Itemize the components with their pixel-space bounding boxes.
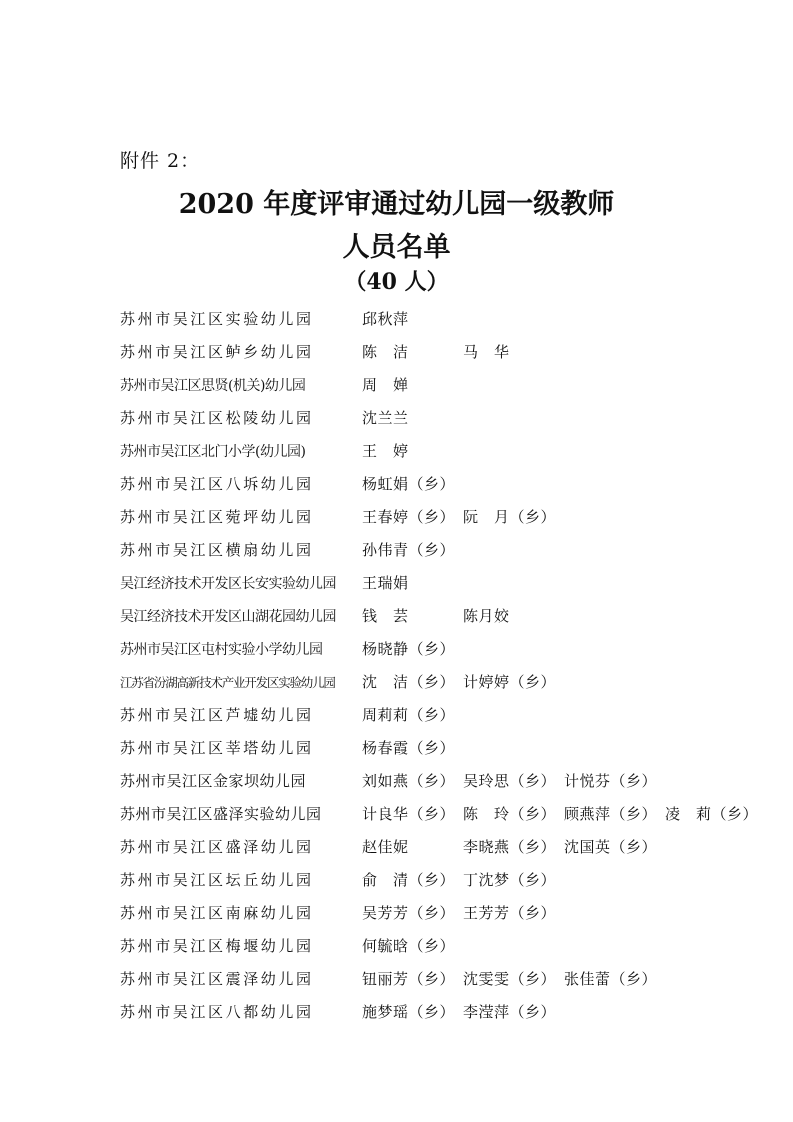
headcount: （40 人） [344, 269, 449, 295]
teacher-name: 周莉莉（乡） [362, 706, 456, 724]
roster-row [120, 830, 780, 863]
teacher-names [362, 935, 780, 956]
roster-row [120, 797, 780, 830]
school-name: 苏州市吴江区金家坝幼儿园 [120, 772, 307, 790]
teacher-name: 沈 洁（乡） [362, 673, 456, 691]
teacher-name: 俞 清（乡） [362, 871, 456, 889]
page-title: 2020 年度评审通过幼儿园一级教师 [178, 189, 615, 220]
school-name: 苏州市吴江区八坼幼儿园 [120, 475, 314, 493]
teacher-name: 陈月姣 [463, 607, 510, 625]
attachment-label: 附件 2： [120, 150, 201, 172]
school-name: 苏州市吴江区思贤(机关)幼儿园 [120, 377, 306, 394]
roster-row [120, 929, 780, 962]
school-name: 苏州市吴江区八都幼儿园 [120, 1003, 314, 1021]
roster-row [120, 698, 780, 731]
school-name: 苏州市吴江区菀坪幼儿园 [120, 508, 314, 526]
teacher-names [362, 539, 780, 560]
teacher-names [362, 869, 780, 890]
roster-row [120, 335, 780, 368]
roster-row [120, 566, 780, 599]
teacher-name: 沈兰兰 [362, 409, 409, 427]
teacher-name: 孙伟青（乡） [362, 541, 456, 559]
school-name: 苏州市吴江区芦墟幼儿园 [120, 706, 314, 724]
teacher-name: 计悦芬（乡） [564, 772, 658, 790]
teacher-names [362, 638, 780, 659]
roster-list [120, 302, 780, 1028]
teacher-name: 李晓燕（乡） [463, 838, 557, 856]
teacher-name: 刘如燕（乡） [362, 772, 456, 790]
roster-row [120, 632, 780, 665]
school-name: 吴江经济技术开发区山湖花园幼儿园 [120, 608, 336, 625]
teacher-names [362, 671, 780, 692]
teacher-names [362, 902, 780, 923]
teacher-names [362, 836, 780, 857]
teacher-names [362, 572, 780, 593]
teacher-name: 丁沈梦（乡） [463, 871, 557, 889]
teacher-name: 杨晓静（乡） [362, 640, 456, 658]
roster-row [120, 368, 780, 401]
teacher-name: 杨虹娟（乡） [362, 475, 456, 493]
teacher-names [362, 770, 780, 791]
teacher-name: 沈雯雯（乡） [463, 970, 557, 988]
teacher-names [362, 803, 780, 824]
teacher-name: 张佳蕾（乡） [564, 970, 658, 988]
teacher-name: 沈国英（乡） [564, 838, 658, 856]
teacher-names [362, 968, 780, 989]
teacher-name: 邱秋萍 [362, 310, 409, 328]
school-name: 苏州市吴江区北门小学(幼儿园) [120, 443, 306, 460]
teacher-name: 王春婷（乡） [362, 508, 456, 526]
school-name: 苏州市吴江区盛泽幼儿园 [120, 838, 314, 856]
school-name: 苏州市吴江区实验幼儿园 [120, 310, 314, 328]
teacher-names [362, 341, 780, 362]
teacher-names [362, 605, 780, 626]
teacher-names [362, 308, 780, 329]
school-name: 苏州市吴江区震泽幼儿园 [120, 970, 314, 988]
teacher-name: 陈 洁 [362, 343, 409, 361]
teacher-name: 王瑞娟 [362, 574, 409, 592]
roster-row [120, 962, 780, 995]
roster-row [120, 665, 780, 698]
teacher-name: 陈 玲（乡） [463, 805, 557, 823]
roster-row [120, 533, 780, 566]
school-name: 苏州市吴江区横扇幼儿园 [120, 541, 314, 559]
roster-row [120, 599, 780, 632]
teacher-name: 计良华（乡） [362, 805, 456, 823]
school-name: 苏州市吴江区莘塔幼儿园 [120, 739, 314, 757]
teacher-names [362, 407, 780, 428]
roster-row [120, 467, 780, 500]
teacher-name: 王芳芳（乡） [463, 904, 557, 922]
teacher-names [362, 440, 780, 461]
school-name: 苏州市吴江区鲈乡幼儿园 [120, 343, 314, 361]
teacher-names [362, 506, 780, 527]
school-name: 苏州市吴江区南麻幼儿园 [120, 904, 314, 922]
roster-row [120, 863, 780, 896]
teacher-name: 赵佳妮 [362, 838, 409, 856]
teacher-name: 阮 月（乡） [463, 508, 557, 526]
school-name: 苏州市吴江区梅堰幼儿园 [120, 937, 314, 955]
teacher-name: 钱 芸 [362, 607, 409, 625]
roster-row [120, 434, 780, 467]
roster-row [120, 731, 780, 764]
teacher-name: 李滢萍（乡） [463, 1003, 557, 1021]
teacher-name: 钮丽芳（乡） [362, 970, 456, 988]
teacher-name: 周 婵 [362, 376, 409, 394]
roster-row [120, 995, 780, 1028]
teacher-name: 凌 莉（乡） [665, 805, 759, 823]
teacher-names [362, 737, 780, 758]
teacher-names [362, 473, 780, 494]
school-name: 苏州市吴江区盛泽实验幼儿园 [120, 805, 322, 823]
teacher-name: 计婷婷（乡） [463, 673, 557, 691]
school-name: 苏州市吴江区坛丘幼儿园 [120, 871, 314, 889]
teacher-names [362, 1001, 780, 1022]
school-name: 苏州市吴江区屯村实验小学幼儿园 [120, 641, 323, 658]
teacher-names [362, 374, 780, 395]
teacher-name: 顾燕萍（乡） [564, 805, 658, 823]
school-name: 吴江经济技术开发区长安实验幼儿园 [120, 575, 336, 592]
teacher-name: 杨春霞（乡） [362, 739, 456, 757]
roster-row [120, 896, 780, 929]
roster-row [120, 500, 780, 533]
teacher-names [362, 704, 780, 725]
teacher-name: 马 华 [463, 343, 510, 361]
teacher-name: 施梦瑶（乡） [362, 1003, 456, 1021]
roster-row [120, 764, 780, 797]
teacher-name: 吴芳芳（乡） [362, 904, 456, 922]
roster-row [120, 302, 780, 335]
teacher-name: 何毓晗（乡） [362, 937, 456, 955]
roster-row [120, 401, 780, 434]
teacher-name: 王 婷 [362, 442, 409, 460]
school-name: 苏州市吴江区松陵幼儿园 [120, 409, 314, 427]
school-name: 江苏省汾湖高新技术产业开发区实验幼儿园 [120, 674, 335, 690]
page-subtitle: 人员名单 [342, 232, 451, 263]
teacher-name: 吴玲思（乡） [463, 772, 557, 790]
